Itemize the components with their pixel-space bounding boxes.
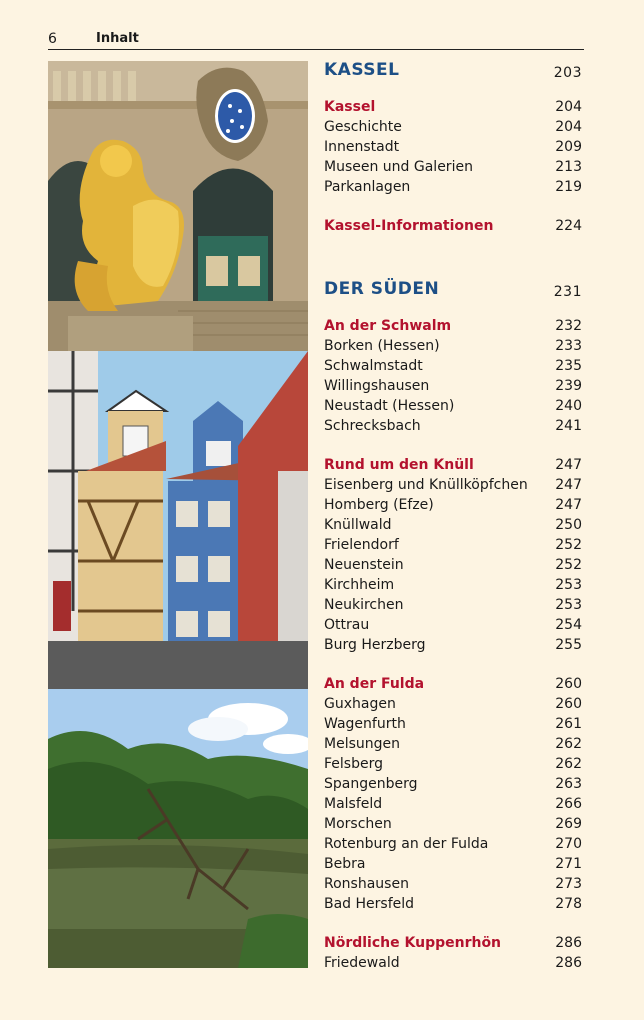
page-ref: 213: [555, 159, 582, 175]
page-ref: 255: [555, 637, 582, 653]
page-ref: 247: [555, 497, 582, 513]
entry-label: Knüllwald: [324, 517, 392, 533]
page-ref: 286: [555, 935, 582, 951]
page-ref: 247: [555, 477, 582, 493]
entry-label: Willingshausen: [324, 378, 430, 394]
page-ref: 260: [555, 676, 582, 692]
page-ref: 260: [555, 696, 582, 712]
page-ref: 261: [555, 716, 582, 732]
entry-label: Guxhagen: [324, 696, 396, 712]
photo-column: [48, 61, 308, 968]
entry-label: Geschichte: [324, 119, 402, 135]
page-ref: 250: [555, 517, 582, 533]
entry-label: Innenstadt: [324, 139, 400, 155]
section-label: Kassel-Informationen: [324, 218, 494, 234]
entry-label: Eisenberg und Knüllköpfchen: [324, 477, 528, 493]
entry-label: Morschen: [324, 816, 392, 832]
section-label: Nördliche Kuppenrhön: [324, 935, 502, 951]
entry-label: Burg Herzberg: [324, 637, 426, 653]
page-ref: 278: [555, 896, 582, 912]
page-ref: 209: [555, 139, 582, 155]
entry-label: Schrecksbach: [324, 418, 421, 434]
entry-label: Neukirchen: [324, 597, 404, 613]
page-ref: 253: [555, 577, 582, 593]
entry-label: Friedewald: [324, 955, 400, 971]
page-ref: 273: [555, 876, 582, 892]
entry-label: Bebra: [324, 856, 366, 872]
page-ref: 262: [555, 736, 582, 752]
page-ref: 247: [555, 457, 582, 473]
page-ref: 204: [555, 119, 582, 135]
entry-label: Felsberg: [324, 756, 383, 772]
page-ref: 204: [555, 99, 582, 115]
section-label: An der Fulda: [324, 676, 425, 692]
entry-label: Rotenburg an der Fulda: [324, 836, 489, 852]
entry-label: Spangenberg: [324, 776, 418, 792]
page-ref: 252: [555, 537, 582, 553]
page-ref: 233: [555, 338, 582, 354]
chapter-title: DER SÜDEN: [324, 279, 440, 299]
photo-kassel-lion-statue: [48, 61, 308, 351]
entry-label: Neuenstein: [324, 557, 404, 573]
page-ref: 263: [555, 776, 582, 792]
section-label: Kassel: [324, 99, 376, 115]
page-ref: 286: [555, 955, 582, 971]
entry-label: Schwalmstadt: [324, 358, 423, 374]
page-ref: 224: [555, 218, 582, 234]
page-ref: 254: [555, 617, 582, 633]
page-ref: 231: [553, 284, 582, 300]
page-ref: 262: [555, 756, 582, 772]
page-ref: 266: [555, 796, 582, 812]
entry-label: Parkanlagen: [324, 179, 411, 195]
page-ref: 235: [555, 358, 582, 374]
page-ref: 270: [555, 836, 582, 852]
entry-label: Frielendorf: [324, 537, 399, 553]
entry-label: Homberg (Efze): [324, 497, 434, 513]
page-ref: 240: [555, 398, 582, 414]
page-ref: 269: [555, 816, 582, 832]
section-label: An der Schwalm: [324, 318, 452, 334]
page-ref: 271: [555, 856, 582, 872]
page-ref: 232: [555, 318, 582, 334]
entry-label: Malsfeld: [324, 796, 383, 812]
photo-half-timbered-houses: [48, 351, 308, 689]
entry-label: Kirchheim: [324, 577, 395, 593]
entry-label: Melsungen: [324, 736, 400, 752]
page-ref: 203: [553, 65, 582, 81]
entry-label: Museen und Galerien: [324, 159, 473, 175]
page-ref: 239: [555, 378, 582, 394]
entry-label: Ottrau: [324, 617, 370, 633]
page-number: 6: [48, 31, 57, 47]
chapter-title: KASSEL: [324, 60, 400, 80]
entry-label: Neustadt (Hessen): [324, 398, 455, 414]
header-title: Inhalt: [96, 31, 139, 46]
page-ref: 241: [555, 418, 582, 434]
page-ref: 219: [555, 179, 582, 195]
page-ref: 252: [555, 557, 582, 573]
entry-label: Borken (Hessen): [324, 338, 440, 354]
page-header: [48, 30, 584, 50]
entry-label: Wagenfurth: [324, 716, 406, 732]
photo-fulda-river: [48, 689, 308, 968]
section-label: Rund um den Knüll: [324, 457, 474, 473]
entry-label: Ronshausen: [324, 876, 409, 892]
entry-label: Bad Hersfeld: [324, 896, 415, 912]
page-ref: 253: [555, 597, 582, 613]
